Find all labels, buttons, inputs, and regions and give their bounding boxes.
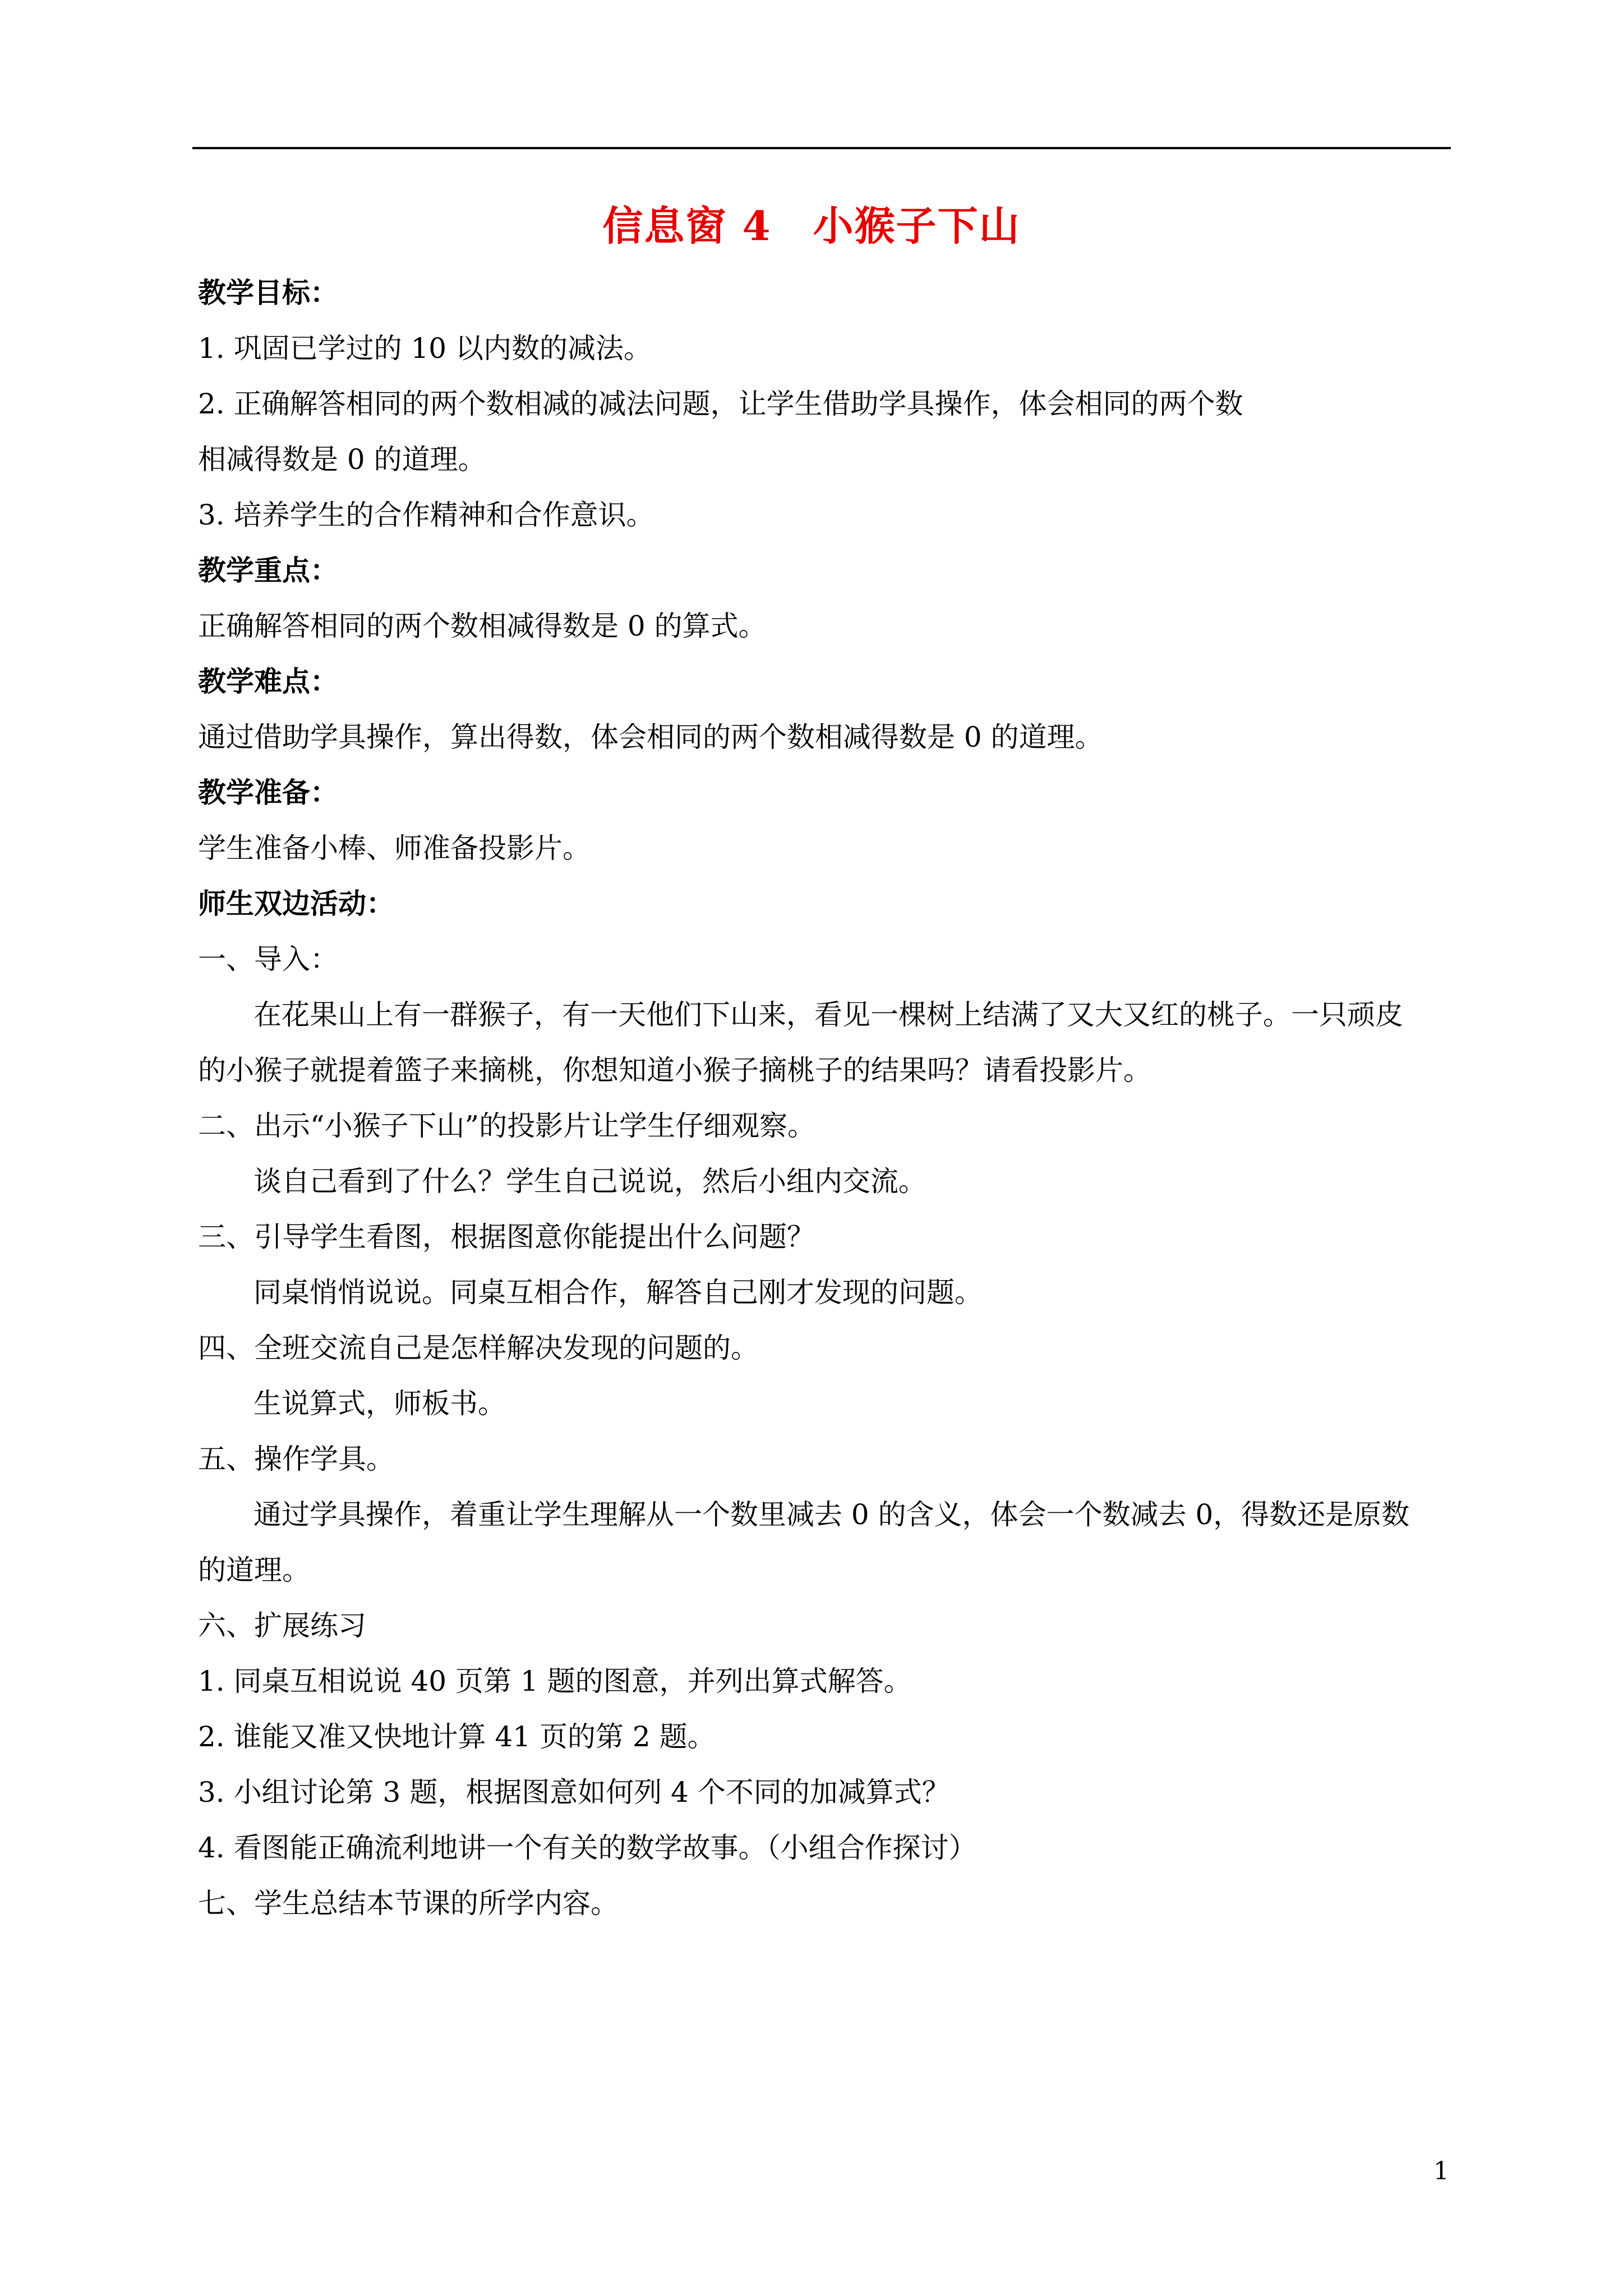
header-rule <box>192 147 1451 149</box>
page-number: 1 <box>1433 2157 1449 2185</box>
activity-line: 4. 看图能正确流利地讲一个有关的数学故事。（小组合作探讨） <box>198 1832 977 1864</box>
objective-2: 2. 正确解答相同的两个数相减的减法问题，让学生借助学具操作，体会相同的两个数 <box>198 388 1243 420</box>
prep-text: 学生准备小棒、师准备投影片。 <box>198 832 591 864</box>
activity-line: 3. 小组讨论第 3 题，根据图意如何列 4 个不同的加减算式？ <box>198 1776 950 1809</box>
activity-line: 在花果山上有一群猴子，有一天他们下山来，看见一棵树上结满了又大又红的桃子。一只顽皮 <box>253 999 1403 1031</box>
activity-line: 二、出示“小猴子下山”的投影片让学生仔细观察。 <box>198 1110 816 1142</box>
key-text: 正确解答相同的两个数相减得数是 0 的算式。 <box>198 610 767 642</box>
objective-3: 3. 培养学生的合作精神和合作意识。 <box>198 499 654 531</box>
activity-line: 的道理。 <box>198 1554 310 1586</box>
activity-line: 谈自己看到了什么？学生自己说说，然后小组内交流。 <box>253 1165 926 1198</box>
objective-1: 1. 巩固已学过的 10 以内数的减法。 <box>198 332 652 365</box>
activity-line: 1. 同桌互相说说 40 页第 1 题的图意，并列出算式解答。 <box>198 1665 912 1697</box>
activity-line: 七、学生总结本节课的所学内容。 <box>198 1887 619 1920</box>
activity-line: 2. 谁能又准又快地计算 41 页的第 2 题。 <box>198 1720 716 1753</box>
activity-line: 三、引导学生看图，根据图意你能提出什么问题？ <box>198 1221 815 1253</box>
activity-line: 一、导入： <box>198 943 338 976</box>
objective-2-cont: 相减得数是 0 的道理。 <box>198 443 486 476</box>
document-title: 信息窗 4 小猴子下山 <box>602 202 1021 250</box>
difficulty-text: 通过借助学具操作，算出得数，体会相同的两个数相减得数是 0 的道理。 <box>198 721 1103 753</box>
activity-line: 的小猴子就提着篮子来摘桃，你想知道小猴子摘桃子的结果吗？请看投影片。 <box>198 1054 1151 1087</box>
activity-line: 生说算式，师板书。 <box>253 1387 506 1420</box>
activity-line: 五、操作学具。 <box>198 1443 394 1475</box>
prep-heading: 教学准备： <box>198 776 338 809</box>
activity-line: 通过学具操作，着重让学生理解从一个数里减去 0 的含义，体会一个数减去 0，得数还是原数 <box>253 1498 1410 1531</box>
activity-line: 同桌悄悄说说。同桌互相合作，解答自己刚才发现的问题。 <box>253 1276 983 1309</box>
objectives-heading: 教学目标： <box>198 277 338 309</box>
activity-line: 四、全班交流自己是怎样解决发现的问题的。 <box>198 1332 759 1364</box>
difficulty-heading: 教学难点： <box>198 665 338 698</box>
key-heading: 教学重点： <box>198 554 338 587</box>
activity-heading: 师生双边活动： <box>198 887 394 920</box>
activity-line: 六、扩展练习 <box>198 1609 366 1642</box>
